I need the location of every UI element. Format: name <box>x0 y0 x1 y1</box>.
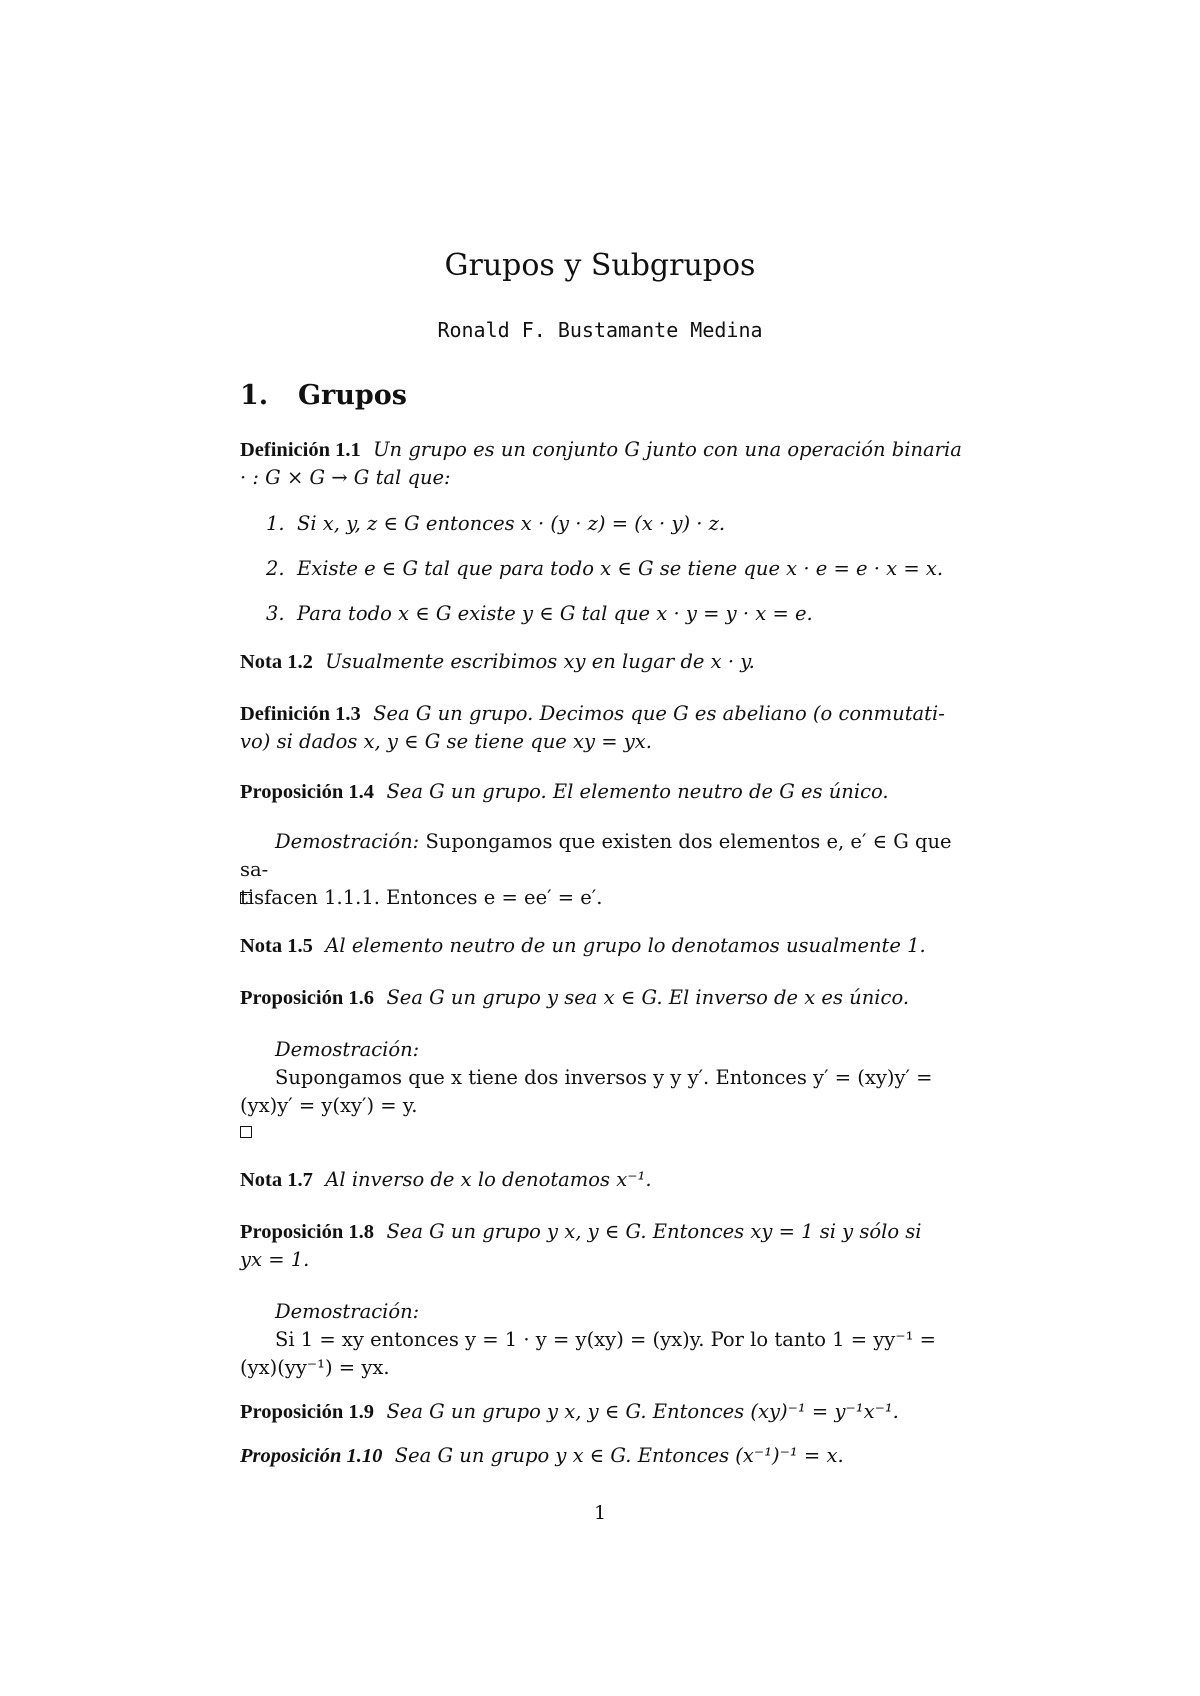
proof-text: (yx)(yy⁻¹) = yx. <box>240 1356 390 1379</box>
proposition-text: Sea G un grupo. El elemento neutro de G es único. <box>386 780 889 803</box>
section-heading <box>240 380 407 411</box>
note-1-5 <box>240 932 970 960</box>
definition-text: · : G × G → G tal que: <box>240 466 451 489</box>
note-1-7 <box>240 1166 970 1194</box>
note-label: Nota 1.2 <box>240 651 313 673</box>
proof-text: Supongamos que x tiene dos inversos y y y′. Entonces y′ = (xy)y′ = <box>275 1066 933 1089</box>
proposition-1-10 <box>240 1442 970 1470</box>
proof-text: Si 1 = xy entonces y = 1 · y = y(xy) = (yx)y. Por lo tanto 1 = yy⁻¹ = <box>275 1328 936 1351</box>
document-author: Ronald F. Bustamante Medina <box>437 318 763 342</box>
note-text: Usualmente escribimos xy en lugar de x · y. <box>325 650 755 673</box>
proposition-1-6 <box>240 984 970 1012</box>
proposition-1-9 <box>240 1398 970 1426</box>
proposition-label: Proposición 1.4 <box>240 781 375 803</box>
proposition-text: Sea G un grupo y x, y ∈ G. Entonces xy = 1 si y sólo si <box>386 1220 922 1243</box>
proof-1-6 <box>240 1036 970 1120</box>
proposition-text: Sea G un grupo y x ∈ G. Entonces (x⁻¹)⁻¹ = x. <box>394 1444 844 1467</box>
document-title: Grupos y Subgrupos <box>444 248 756 283</box>
proposition-text: Sea G un grupo y sea x ∈ G. El inverso de x es único. <box>386 986 910 1009</box>
proof-text: Supongamos que existen dos elementos e, e′ ∈ G que sa- <box>240 830 952 881</box>
section-title: Grupos <box>298 380 408 411</box>
item-number: 2. <box>266 557 285 580</box>
note-label: Nota 1.5 <box>240 935 313 957</box>
proposition-1-8 <box>240 1218 970 1274</box>
section-number: 1. <box>240 380 269 411</box>
definition-label: Definición 1.1 <box>240 439 361 461</box>
definition-1-1 <box>240 436 970 492</box>
definition-item <box>266 600 966 628</box>
page-number: 1 <box>593 1502 607 1524</box>
item-text: Si x, y, z ∈ G entonces x · (y · z) = (x · y) · z. <box>297 512 726 535</box>
item-number: 3. <box>266 602 285 625</box>
proposition-text: yx = 1. <box>240 1248 310 1271</box>
definition-item <box>266 510 966 538</box>
proof-1-8 <box>240 1298 970 1382</box>
proof-text: (yx)y′ = y(xy′) = y. <box>240 1094 418 1117</box>
proposition-label: Proposición 1.10 <box>240 1445 383 1467</box>
note-label: Nota 1.7 <box>240 1169 313 1191</box>
proof-label: Demostración: <box>275 830 420 853</box>
note-text: Al inverso de x lo denotamos x⁻¹. <box>325 1168 652 1191</box>
proposition-label: Proposición 1.8 <box>240 1221 375 1243</box>
definition-text: vo) si dados x, y ∈ G se tiene que xy = yx. <box>240 730 652 753</box>
definition-1-3 <box>240 700 970 756</box>
definition-text: Sea G un grupo. Decimos que G es abeliano (o conmutati- <box>373 702 945 725</box>
item-number: 1. <box>266 512 285 535</box>
definition-item <box>266 555 966 583</box>
proposition-label: Proposición 1.6 <box>240 987 375 1009</box>
qed-symbol <box>240 892 252 904</box>
definition-label: Definición 1.3 <box>240 703 361 725</box>
proposition-label: Proposición 1.9 <box>240 1401 375 1423</box>
note-1-2 <box>240 648 970 676</box>
definition-text: Un grupo es un conjunto G junto con una operación binaria <box>373 438 962 461</box>
item-text: Para todo x ∈ G existe y ∈ G tal que x · y = y · x = e. <box>297 602 813 625</box>
note-text: Al elemento neutro de un grupo lo denotamos usualmente 1. <box>325 934 926 957</box>
qed-symbol <box>240 1126 252 1138</box>
proposition-text: Sea G un grupo y x, y ∈ G. Entonces (xy)⁻¹ = y⁻¹x⁻¹. <box>386 1400 899 1423</box>
proof-label: Demostración: <box>275 1038 420 1061</box>
item-text: Existe e ∈ G tal que para todo x ∈ G se tiene que x · e = e · x = x. <box>297 557 944 580</box>
proof-label: Demostración: <box>275 1300 420 1323</box>
proof-1-4 <box>240 828 970 912</box>
proof-text: tisfacen 1.1.1. Entonces e = ee′ = e′. <box>240 886 603 909</box>
proposition-1-4 <box>240 778 970 806</box>
